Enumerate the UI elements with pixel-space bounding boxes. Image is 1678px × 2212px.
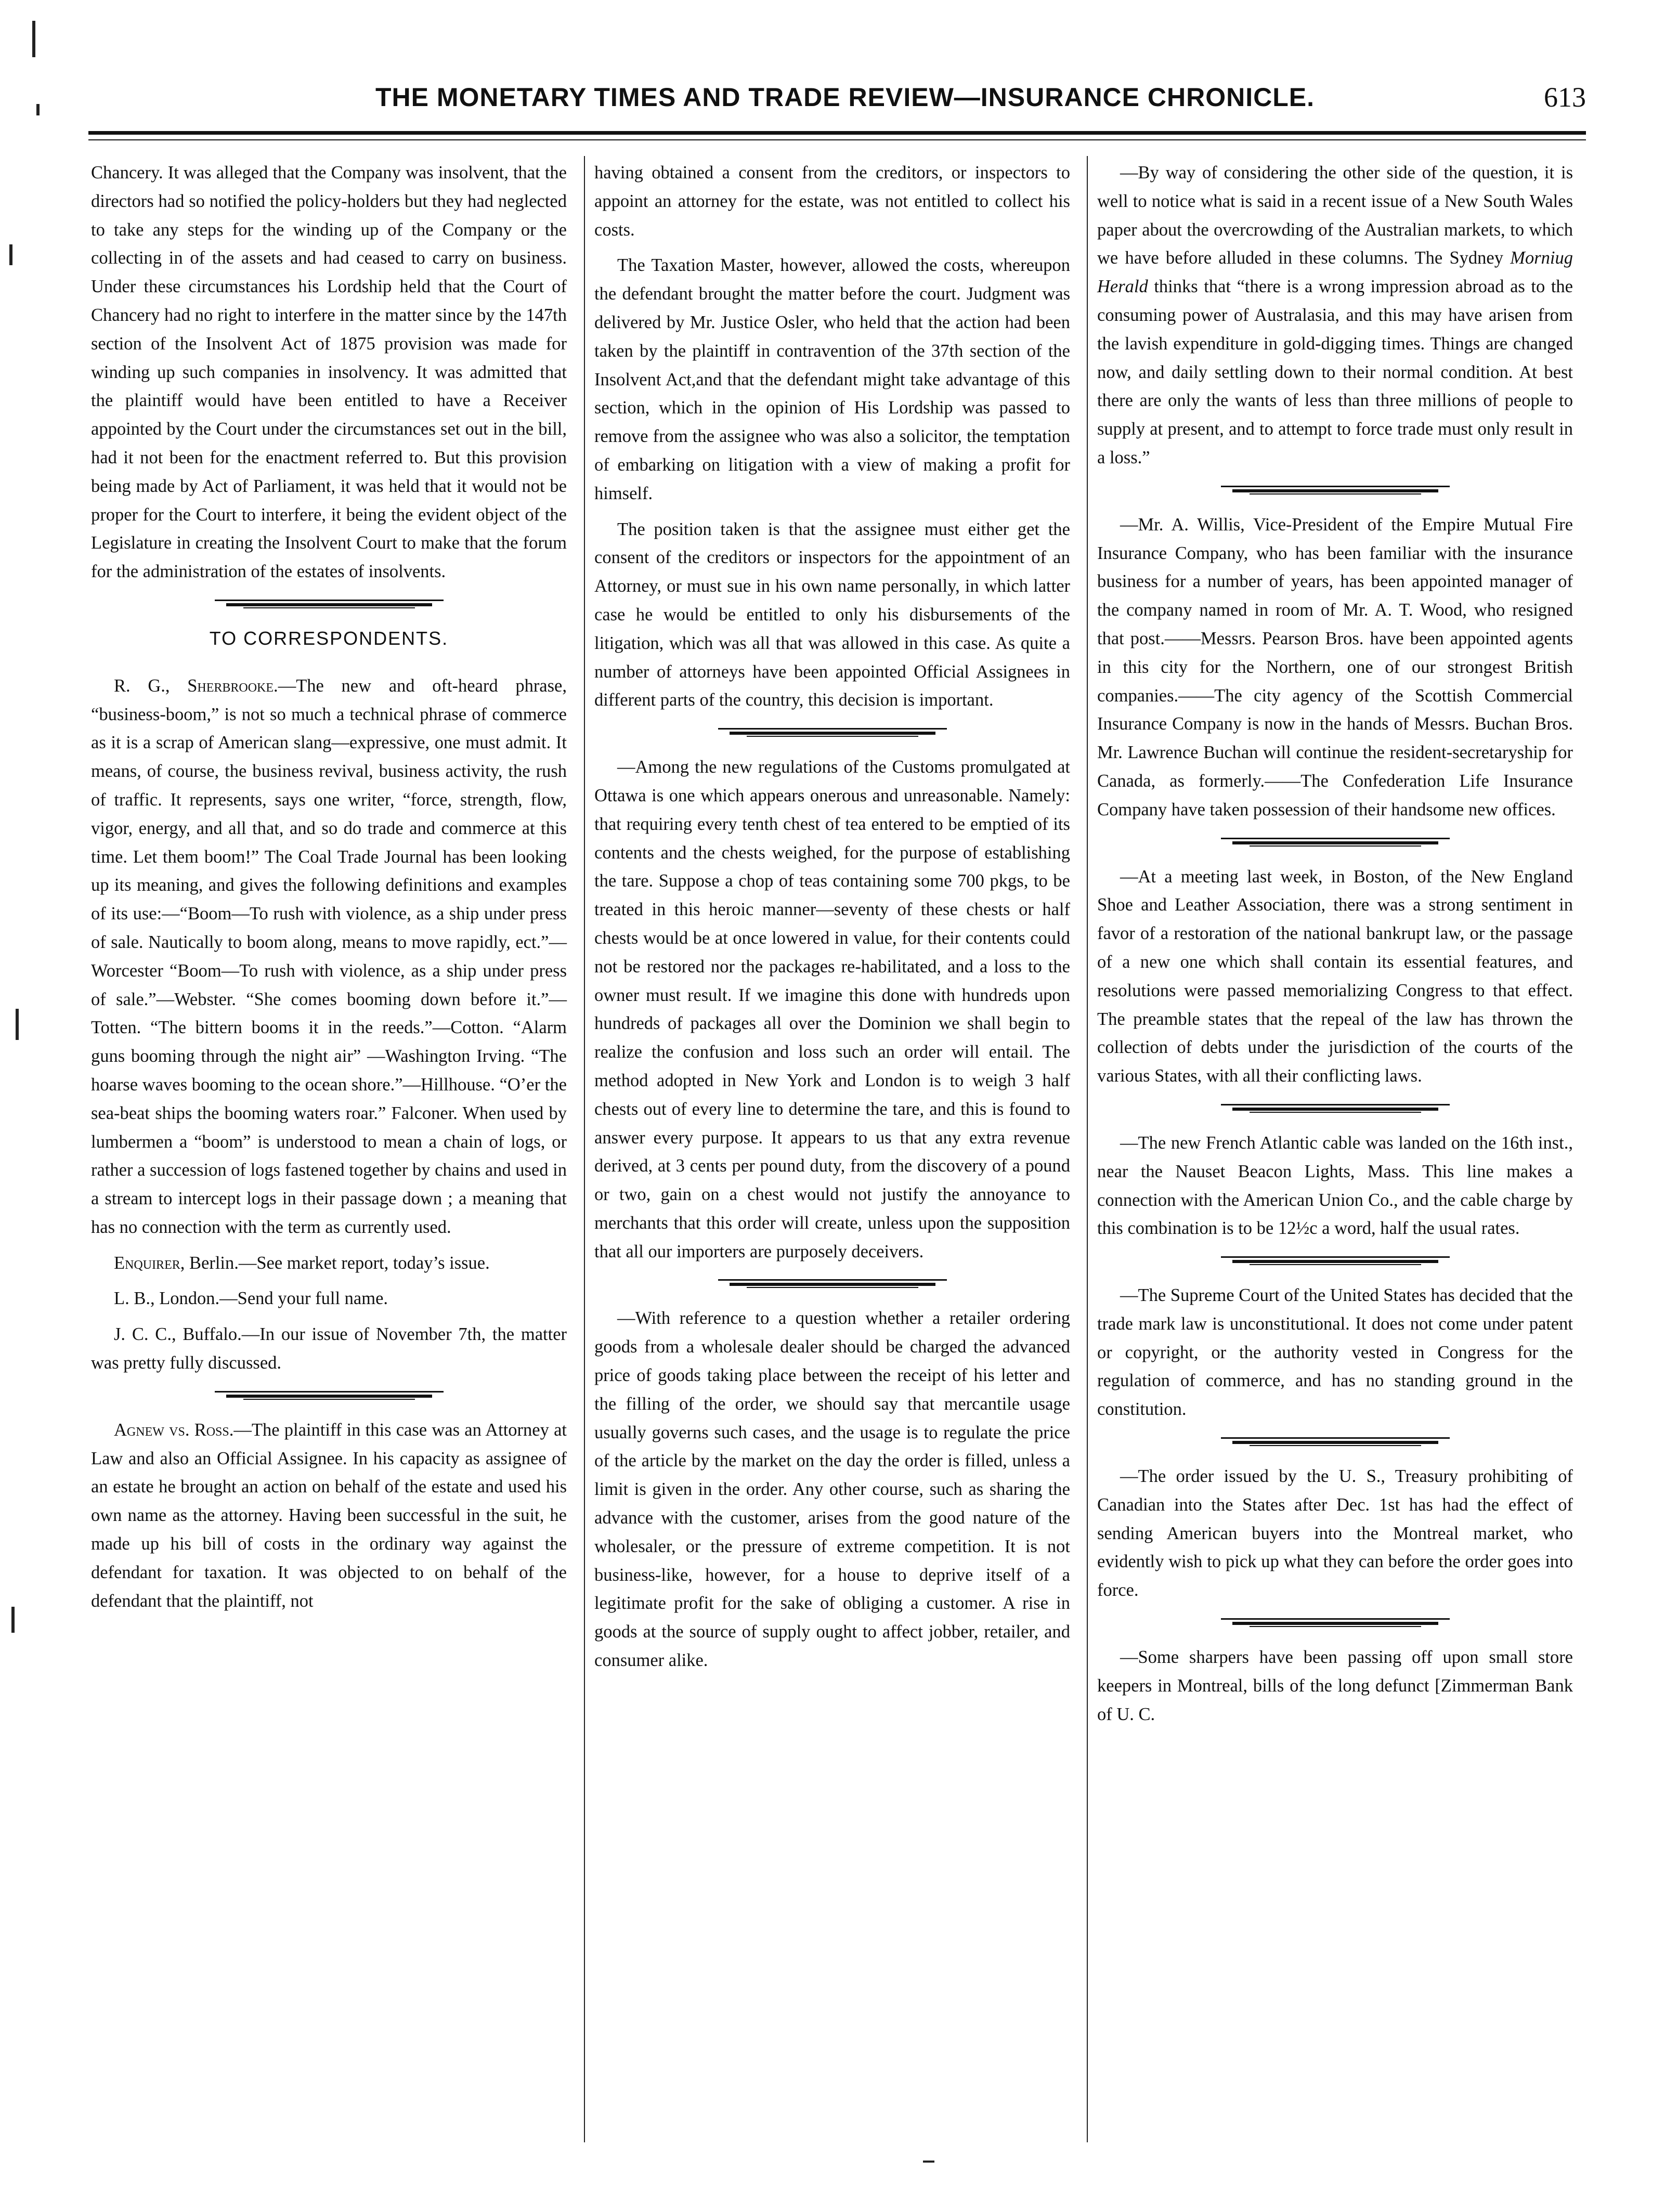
section-separator — [215, 1390, 444, 1400]
section-separator — [1221, 485, 1450, 495]
section-separator — [1221, 1617, 1450, 1628]
header-rule-thick — [88, 131, 1586, 135]
correspondent-note: R. G., Sherbrooke.—The new and oft-heard phrase, “business-boom,” is not so much a technical phrase of commerce as it is a scrap of American slang—expressive, one must admit. It means, of course, the business revival, business activity, the rush of traffic. It represents, says one writer, “force, strength, flow, vigor, energy, and all that, and so do trade and commerce at this time. Let them boom!” The Coal Trade Journal has been looking up its meaning, and gives the following definitions and examples of its use:—“Boom—To rush with violence, as a ship under press of sale. Nautically to boom along, means to move rapidly, ect.”—Worcester “Boom—To rush with violence, as a ship under press of sale.”—Webster. “She comes booming down before it.”—Totten. “The bittern booms it in the reeds.”—Cotton. “Alarm guns booming through the night air” —Washington Irving. “The hoarse waves booming to the ocean shore.”—Hillhouse. “O’er the sea-beat ships the booming waters roar.” Falconer. When used by lumbermen a “boom” is understood to mean a chain of logs, or rather a succession of logs fastened together by chains and used in a stream to intercept logs in their passage down ; a meaning that has no connection with the term as currently used. — [91, 675, 567, 1237]
section-separator — [1221, 1436, 1450, 1447]
article-paragraph: —At a meeting last week, in Boston, of the New England Shoe and Leather Association, there was a strong sentiment in favor of a restoration of the national bankrupt law, or the passage of a new one which shall contain its essential features, and resolutions were passed memorializing Congress to that effect. The preamble states that the repeal of the law has thrown the collection of debts under the jurisdiction of the courts of the various States, with all their conflicting laws. — [1097, 866, 1573, 1086]
running-title: THE MONETARY TIMES AND TRADE REVIEW—INSURANCE CHRONICLE. — [375, 83, 1315, 112]
article-paragraph: —By way of considering the other side of the question, it is well to notice what is said in a recent issue of a New South Wales paper about the overcrowding of the Australian markets, to which we have before alluded in these columns. The Sydney Morniug Herald thinks that “there is a wrong impression abroad as to the consuming power of Australasia, and this may have arisen from the lavish expenditure in gold-digging times. Things are changed now, and daily settling down to their normal condition. At best there are only the wants of less than three millions of people to supply at present, and to attempt to force trade must only result in a loss.” — [1097, 163, 1573, 467]
correspondent-note: J. C. C., Buffalo.—In our issue of November 7th, the matter was pretty fully discussed. — [91, 1324, 567, 1373]
article-paragraph: The position taken is that the assignee must either get the consent of the creditors or inspectors for the appointment of an Attorney, or must sue in his own name personally, in which latter case he would be entitled to only his disbursements of the litigation, which was all that was allowed in this case. As quite a number of attorneys have been appointed Official Assignees in different parts of the country, this decision is important. — [594, 519, 1070, 710]
section-separator — [1221, 837, 1450, 847]
margin-mark — [9, 244, 12, 265]
margin-mark — [16, 1009, 19, 1040]
article-paragraph: —The new French Atlantic cable was landed on the 16th inst., near the Nauset Beacon Lights, Mass. This line makes a connection with the American Union Co., and the cable charge by this combination is to be 12½c a word, half the usual rates. — [1097, 1133, 1573, 1239]
page-header — [88, 78, 1586, 125]
correspondent-note: Enquirer, Berlin.—See market report, today’s issue. — [114, 1253, 490, 1273]
article-paragraph: having obtained a consent from the creditors, or inspectors to appoint an attorney for the estate, was not entitled to collect his costs. — [594, 163, 1070, 240]
article-paragraph: —Among the new regulations of the Customs promulgated at Ottawa is one which appears onerous and unreasonable. Namely: that requiring every tenth chest of tea entered to be emptied of its contents and the chests weighed, for the purpose of establishing the tare. Suppose a chop of teas containing some 700 pkgs, to be treated in this heroic manner—seventy of these chests or half chests would be at once lowered in value, for their contents could not be restored nor the packages re-habilitated, and a loss to the owner must result. If we imagine this done with hundreds upon hundreds of packages all over the Dominion we shall begin to realize the confusion and loss such an order will entail. The method adopted in New York and London is to weigh 3 half chests out of every line to determine the tare, and this is found to answer every purpose. It appears to us that any extra revenue derived, at 3 cents per pound duty, from the discovery of a pound or two, gain on a chest would not justify the annoyance to merchants that this order will create, unless upon the supposition that all our importers are purposely deceivers. — [594, 757, 1070, 1261]
margin-mark — [11, 1607, 15, 1633]
section-separator — [718, 727, 947, 737]
article-paragraph: Chancery. It was alleged that the Company was insolvent, that the directors had so notified the policy-holders but they had neglected to take any steps for the winding up of the Company or the collecting in of the assets and had ceased to carry on business. Under these circumstances his Lordship held that the Court of Chancery had no right to interfere in the matter since by the 147th section of the Insolvent Act of 1875 provision was made for winding up such companies in insolvency. It was admitted that the plaintiff would have been entitled to have a Receiver appointed by the Court under the circumstances set out in the bill, had it not been for the enactment referred to. But this provision being made by Act of Parliament, it was held that it would not be proper for the Court to interfere, it being the evident object of the Legislature in creating the Insolvent Court to make that the forum for the administration of the estates of insolvents. — [91, 163, 567, 582]
correspondent-name: R. G., Sherbrooke. — [114, 675, 278, 696]
section-heading: TO CORRESPONDENTS. — [209, 627, 449, 649]
column-middle — [594, 159, 1070, 1675]
margin-mark — [32, 21, 35, 57]
article-paragraph: The Taxation Master, however, allowed the costs, whereupon the defendant brought the matter before the court. Judgment was delivered by Mr. Justice Osler, who held that the action had been taken by the plaintiff in contravention of the 37th section of the Insolvent Act,and that the defendant might take advantage of this section, which in the opinion of His Lordship was passed to remove from the assignee who was also a solicitor, the temptation of embarking on litigation with a view of making a profit for himself. — [594, 255, 1070, 503]
case-name: Agnew vs. Ross. — [114, 1420, 234, 1440]
column-divider — [1087, 156, 1088, 2142]
page-number: 613 — [1544, 82, 1586, 113]
correspondent-note: L. B., London.—Send your full name. — [114, 1289, 388, 1309]
section-separator — [1221, 1255, 1450, 1266]
newspaper-name: Morniug Herald — [1097, 248, 1573, 297]
margin-mark — [36, 104, 40, 115]
article-paragraph: —Some sharpers have been passing off upon small store keepers in Montreal, bills of the long defunct [Zimmerman Bank of U. C. — [1097, 1647, 1573, 1724]
header-rule-thin — [88, 139, 1586, 140]
article-paragraph: —With reference to a question whether a retailer ordering goods from a wholesale dealer should be charged the advanced price of goods taking place between the receipt of his letter and the filling of the order, we should say that mercantile usage usually governs such cases, and the usage is to regulate the price of the article by the market on the day the order is filled, unless a limit is given in the order. Any other course, such as sharing the advance with the customer, arises from the good nature of the wholesaler, or the pressure of extreme competition. It is not business-like, however, for a house to deprive itself of a legitimate profit for the sake of obliging a customer. A rise in goods at the source of supply ought to affect jobber, retailer, and consumer alike. — [594, 1308, 1070, 1671]
article-paragraph: —The Supreme Court of the United States has decided that the trade mark law is unconstitutional. It does not come under patent or copyright, or the authority vested in Congress for the regulation of commerce, and has no standing ground in the constitution. — [1097, 1285, 1573, 1420]
column-left — [91, 159, 567, 1615]
section-separator — [215, 598, 444, 609]
article-paragraph: —Mr. A. Willis, Vice-President of the Empire Mutual Fire Insurance Company, who has been familiar with the insurance business for a number of years, has been appointed manager of the company named in room of Mr. A. T. Wood, who resigned that post.——Messrs. Pearson Bros. have been appointed agents in this city for the Northern, one of our strongest British companies.——The city agency of the Scottish Commercial Insurance Company is now in the hands of Messrs. Buchan Bros. Mr. Lawrence Buchan will continue the resident-secretaryship for Canada, as formerly.——The Confederation Life Insurance Company have taken possession of their handsome new offices. — [1097, 514, 1573, 819]
column-right — [1097, 159, 1573, 1728]
correspondent-name: Enquirer, — [114, 1253, 185, 1273]
page-mark — [923, 2161, 934, 2163]
column-divider — [584, 156, 585, 2142]
article-paragraph: Agnew vs. Ross.—The plaintiff in this case was an Attorney at Law and also an Official Assignee. In his capacity as assignee of an estate he brought an action on behalf of the estate and used his own name as the attorney. Having been successful in the suit, he made up his bill of costs in the ordinary way against the defendant for taxation. It was objected to on behalf of the defendant that the plaintiff, not — [91, 1420, 567, 1611]
section-separator — [718, 1278, 947, 1289]
article-paragraph: —The order issued by the U. S., Treasury prohibiting of Canadian into the States after Dec. 1st has had the effect of sending American buyers into the Montreal market, who evidently wish to pick up what they can before the order goes into force. — [1097, 1466, 1573, 1601]
section-separator — [1221, 1103, 1450, 1113]
